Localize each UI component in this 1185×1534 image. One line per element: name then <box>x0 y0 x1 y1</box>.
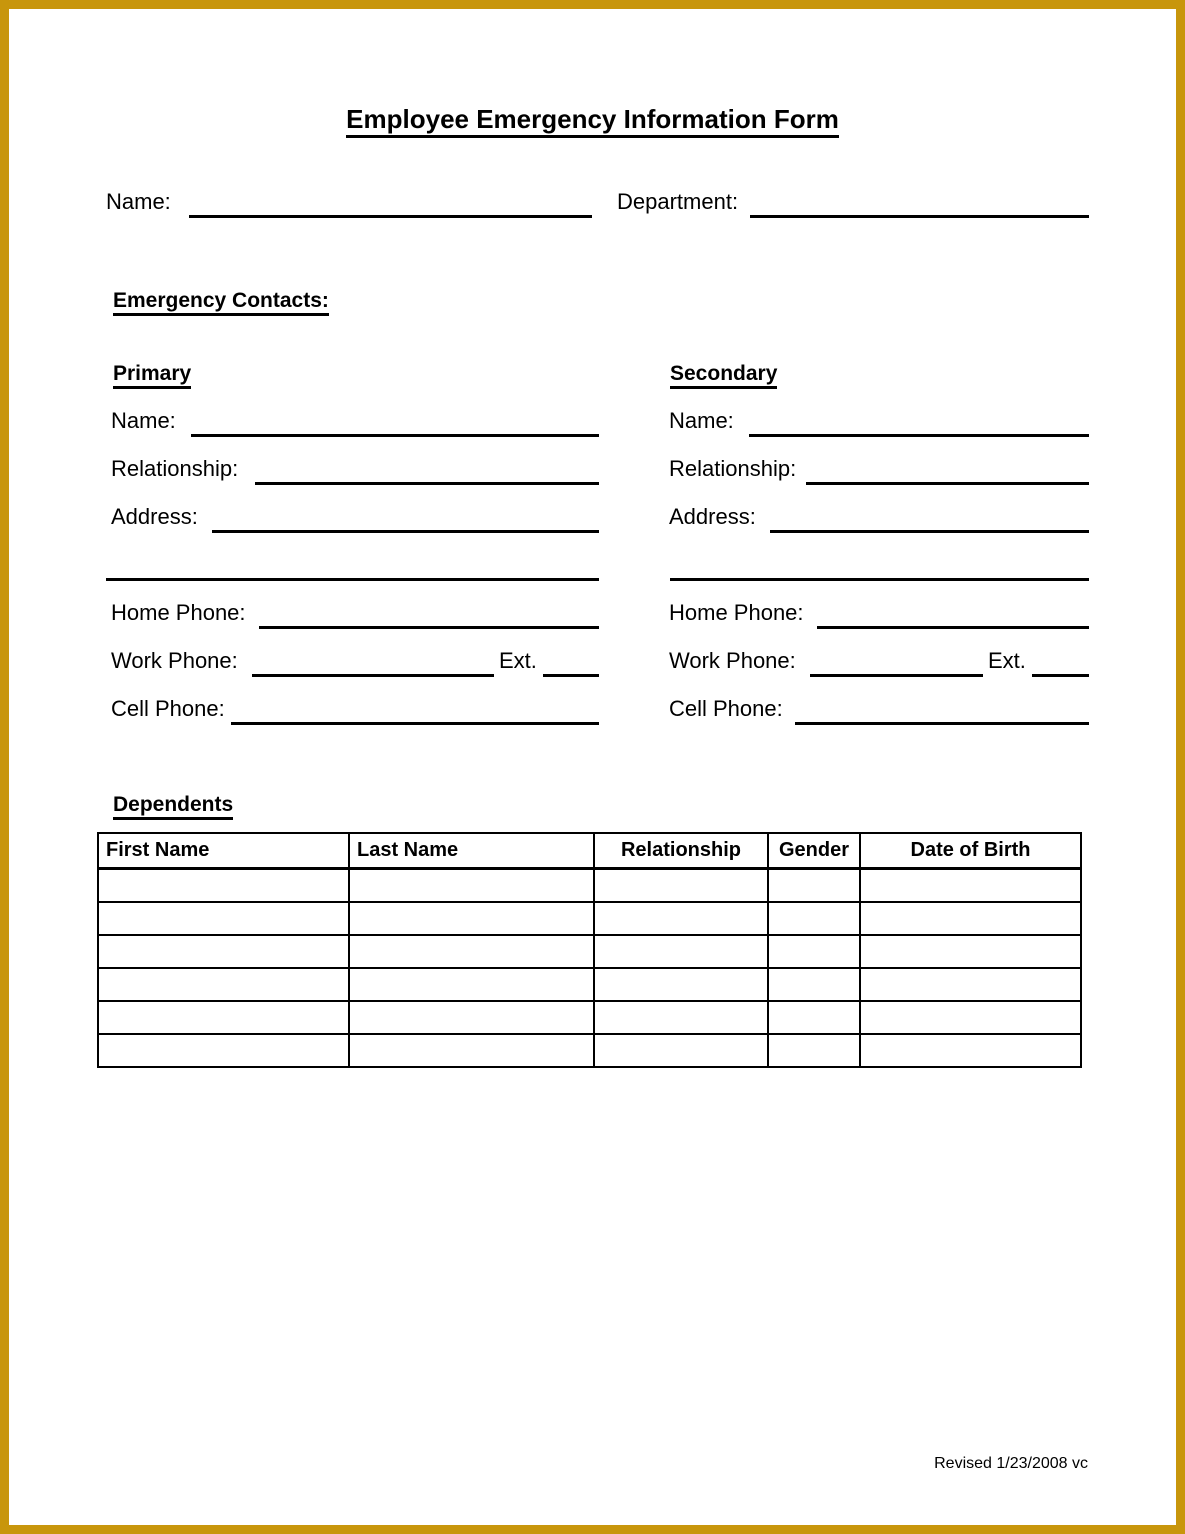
employee-name-label: Name: <box>106 189 171 214</box>
column-header-date-of-birth: Date of Birth <box>860 833 1081 869</box>
secondary-cell-phone-label: Cell Phone: <box>669 696 783 721</box>
secondary-address-input-line-1[interactable] <box>770 530 1089 533</box>
cell-gender[interactable] <box>768 902 860 935</box>
column-header-last-name: Last Name <box>349 833 594 869</box>
revision-note: Revised 1/23/2008 vc <box>934 1455 1088 1472</box>
cell-gender[interactable] <box>768 935 860 968</box>
cell-last-name[interactable] <box>349 902 594 935</box>
emergency-contacts-heading-text: Emergency Contacts: <box>113 289 329 316</box>
table-row <box>98 935 1081 968</box>
cell-gender[interactable] <box>768 968 860 1001</box>
secondary-ext-input-line[interactable] <box>1032 674 1089 677</box>
cell-relationship[interactable] <box>594 1001 768 1034</box>
cell-relationship[interactable] <box>594 902 768 935</box>
cell-gender[interactable] <box>768 869 860 903</box>
primary-address-input-line-1[interactable] <box>212 530 599 533</box>
cell-first-name[interactable] <box>98 968 349 1001</box>
employee-name-input-line[interactable] <box>189 215 592 218</box>
dependents-table <box>97 832 1082 1068</box>
cell-date-of-birth[interactable] <box>860 1034 1081 1067</box>
cell-first-name[interactable] <box>98 1001 349 1034</box>
cell-last-name[interactable] <box>349 935 594 968</box>
primary-home-phone-input-line[interactable] <box>259 626 599 629</box>
employee-department-input-line[interactable] <box>750 215 1089 218</box>
secondary-name-input-line[interactable] <box>749 434 1089 437</box>
secondary-address-input-line-2[interactable] <box>670 578 1089 581</box>
column-header-gender: Gender <box>768 833 860 869</box>
primary-contact-heading <box>113 362 191 386</box>
cell-last-name[interactable] <box>349 1034 594 1067</box>
secondary-cell-phone-input-line[interactable] <box>795 722 1089 725</box>
cell-last-name[interactable] <box>349 968 594 1001</box>
secondary-contact-heading-text: Secondary <box>670 362 777 389</box>
secondary-name-label: Name: <box>669 408 734 433</box>
cell-date-of-birth[interactable] <box>860 1001 1081 1034</box>
column-header-relationship: Relationship <box>594 833 768 869</box>
dependents-table-body <box>98 869 1081 1068</box>
dependents-heading <box>113 793 233 817</box>
primary-address-input-line-2[interactable] <box>106 578 599 581</box>
cell-first-name[interactable] <box>98 935 349 968</box>
secondary-contact-heading <box>670 362 777 386</box>
table-row <box>98 1034 1081 1067</box>
primary-work-phone-input-line[interactable] <box>252 674 494 677</box>
form-sheet <box>9 9 1176 1525</box>
table-row <box>98 869 1081 903</box>
secondary-home-phone-input-line[interactable] <box>817 626 1089 629</box>
primary-home-phone-label: Home Phone: <box>111 600 246 625</box>
secondary-address-label: Address: <box>669 504 756 529</box>
table-header-row <box>98 833 1081 869</box>
table-row <box>98 968 1081 1001</box>
page-title <box>9 104 1176 135</box>
cell-last-name[interactable] <box>349 1001 594 1034</box>
cell-first-name[interactable] <box>98 1034 349 1067</box>
cell-first-name[interactable] <box>98 869 349 903</box>
cell-relationship[interactable] <box>594 935 768 968</box>
secondary-work-phone-input-line[interactable] <box>810 674 983 677</box>
primary-name-input-line[interactable] <box>191 434 599 437</box>
secondary-work-phone-label: Work Phone: <box>669 648 796 673</box>
primary-address-label: Address: <box>111 504 198 529</box>
employee-department-label: Department: <box>617 189 739 214</box>
page-title-text: Employee Emergency Information Form <box>346 104 839 138</box>
cell-gender[interactable] <box>768 1034 860 1067</box>
primary-ext-label: Ext. <box>499 648 537 673</box>
table-row <box>98 902 1081 935</box>
dependents-heading-text: Dependents <box>113 793 233 820</box>
cell-last-name[interactable] <box>349 869 594 903</box>
primary-cell-phone-input-line[interactable] <box>231 722 599 725</box>
column-header-first-name: First Name <box>98 833 349 869</box>
primary-name-label: Name: <box>111 408 176 433</box>
primary-cell-phone-label: Cell Phone: <box>111 696 225 721</box>
primary-relationship-input-line[interactable] <box>255 482 599 485</box>
secondary-home-phone-label: Home Phone: <box>669 600 804 625</box>
secondary-ext-label: Ext. <box>988 648 1026 673</box>
cell-relationship[interactable] <box>594 869 768 903</box>
cell-relationship[interactable] <box>594 968 768 1001</box>
primary-ext-input-line[interactable] <box>543 674 599 677</box>
primary-contact-heading-text: Primary <box>113 362 191 389</box>
cell-gender[interactable] <box>768 1001 860 1034</box>
table-row <box>98 1001 1081 1034</box>
primary-relationship-label: Relationship: <box>111 456 239 481</box>
cell-first-name[interactable] <box>98 902 349 935</box>
primary-work-phone-label: Work Phone: <box>111 648 238 673</box>
cell-date-of-birth[interactable] <box>860 935 1081 968</box>
emergency-contacts-heading <box>113 289 329 313</box>
cell-date-of-birth[interactable] <box>860 902 1081 935</box>
secondary-relationship-label: Relationship: <box>669 456 797 481</box>
cell-date-of-birth[interactable] <box>860 968 1081 1001</box>
cell-relationship[interactable] <box>594 1034 768 1067</box>
secondary-relationship-input-line[interactable] <box>806 482 1089 485</box>
cell-date-of-birth[interactable] <box>860 869 1081 903</box>
